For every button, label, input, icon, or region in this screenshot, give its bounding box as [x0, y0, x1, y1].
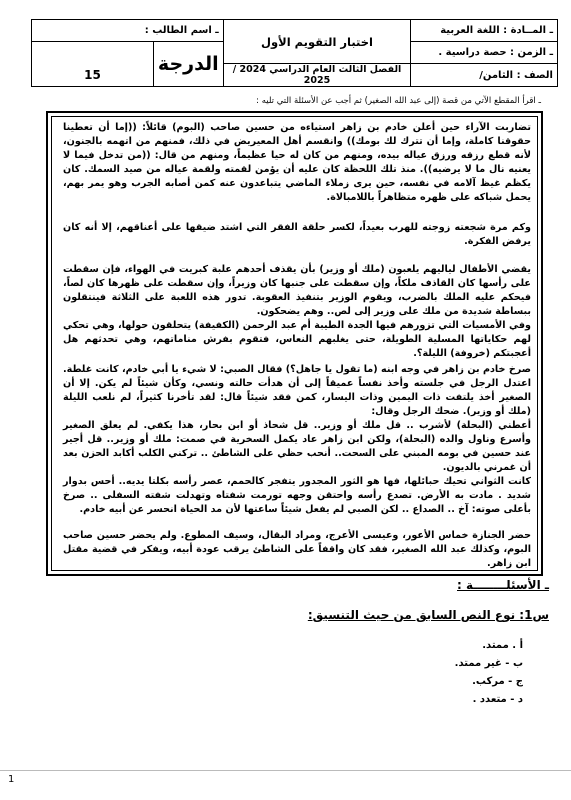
option-a: أ . ممتد.	[482, 640, 523, 651]
grade-label: الصف : الثامن/	[411, 64, 558, 87]
score-value: 15	[32, 64, 154, 87]
option-d: د - متعدد .	[472, 694, 523, 705]
passage-paragraph-6: أعطني (البحلة) لأشرب .. قل ملك أو وزير.. قل شحاذ أو ابن بحار، هذا يكفي. لم يعلق الصغير وأسرع وناول والده (البحلة)، ولكن ابن زاهر عاد يكمل السخرية في صمت: ملك أو وزير.. قل أجير عند حسين في بومه المبني على السحت.. أنحب حظي على الشاطئ .. تركني الكلب أكابد الحزن بعد أن غمرني بالديون.	[63, 420, 531, 473]
exam-title: اختبار التقويم الأول	[223, 20, 411, 64]
instruction: ـ اقرأ المقطع الآتي من قصة (إلى عبد الله الصغير) ثم أجب عن الأسئلة التي تليه :	[256, 96, 541, 106]
passage-paragraph-5: صرخ خادم بن زاهر في وجه ابنه (ما تقول يا جاهل؟) فقال الصبي: لا شيء يا أبي خادم، كانت غلطة. اعتدل الرجل في جلسته وأخذ نفساً عميقاً إلى أن هدأت حالته ونسي، وكأن شيئاً لم يكن. إلا أن الصغير أخذ يلتفت ذات اليمين وذات اليسار، كمن فقد شيئاً قال: لقد تأخرنا كثيراً، لم نلعب الليلة (ملك أو وزير). ضحك الرجل وقال:	[63, 364, 531, 417]
option-b: ب - غير ممتد.	[454, 658, 523, 669]
passage-paragraph-8: حضر الجنازة خماس الأعور، وعيسى الأعرج، ومراد البقال، وسيف المطوع. ولم يحضر حسين صاحب البوم، وكذلك عبد الله الصغير، فقد كان واقفاً على الشاطئ يرقب عودة أبيه، ويفكر في قضية مقتل ابن زاهر.	[63, 530, 531, 569]
term-label: الفصل الثالث العام الدراسي 2024 / 2025	[223, 64, 411, 87]
time-label: ـ الزمن : حصة دراسية .	[411, 42, 558, 64]
passage-paragraph-7: كانت الثواني تحيك حبائلها، فها هو الثور المجدور يتفجر كالحمم، عصر رأسه بكلتا يديه.. أحس بدوار شديد . مادت به الأرض. تصدع رأسه واحتقن وجهه تورمت شفتاه وتهدلت شفته السفلى .. صرخ بأعلى صوته: آخ .. الصداع .. لكن الصبي لم يفعل شيئاً ساعتها لأن مد الحياة انحسر عن أبيه خادم.	[63, 476, 531, 515]
score-label: الدرجة	[153, 42, 223, 87]
passage-paragraph-1: تضاربت الآراء حين أعلن خادم بن زاهر استياءه من حسين صاحب (البوم) قائلاً: ((إما أن تعطينا حقوقنا كاملة، وإما أن تترك لك بومك)) وانقسم أهل المعيريض في ذلك، فمنهم من اتهمه بالجنون، لأنه قطع رزقه ورزق عياله بيده، ومنهم من كان له حيا عظيماً، ومنهم من قال: ((من تدخل فيما لا يعنيه نال ما لا يرضيه)). منذ تلك اللحظة كان عليه أن يؤمن لقمته ولقمة عياله من صيد السمك. كان يكظم غيظ آلامه في نفسه، حين يرى زملاء الماضي يتباعدون عنه كمن أصابه الجرب وهو يمر بهم، يحمل شباكه على ظهره متظاهراً باللامبالاة.	[63, 122, 531, 203]
subject-label: ـ المــادة : اللغة العربية	[411, 20, 558, 42]
question-1: س1: نوع النص السابق من حيث التنسيق:	[307, 608, 549, 622]
passage-box	[46, 111, 543, 576]
footer-divider	[0, 770, 571, 771]
page-number: 1	[8, 774, 15, 785]
header-table	[31, 19, 558, 87]
student-name-label: ـ اسم الطالب :	[32, 20, 224, 42]
option-c: ج - مركب.	[472, 676, 523, 687]
passage-paragraph-3: يقضي الأطفال لياليهم يلعبون (ملك أو وزير) بأن يقذف أحدهم علبة كبريت في الهواء، فإن سقطت على رأسها كان القاذف ملكاً، وإن سقطت على جنبها كان وزيراً، وإن سقطت على ظهرها كان لصاً، فيحكم عليه الملك بالضرب، ويقوم الوزير بتنفيذ العقوبة. تدور هذه اللعبة على الثلاثة فينتقلون ببساطة شديدة من ملك على وزير إلى لص.. وهم يضحكون.	[63, 264, 531, 317]
passage-paragraph-4: وفي الأمسيات التي تزورهم فيها الجدة الطيبة أم عبد الرحمن (الكفيفة) يتحلقون حولها، وهي تحكي لهم حكاياتها المسلية الطويلة، حتى يغلبهم النعاس، فتقوم بفرش مناماتهم، وهي تحدثهم هل أعجبتكم (خروفة) الليلة؟.	[63, 320, 531, 359]
questions-heading: ـ الأسئلــــــــة :	[457, 578, 549, 592]
passage-paragraph-2: وكم مرة شجعته زوجته للهرب بعيداً، لكسر حلقة الفقر التي اشتد ضيقها على أعناقهم، إلا أنه كان يرفض الفكرة.	[63, 222, 531, 247]
